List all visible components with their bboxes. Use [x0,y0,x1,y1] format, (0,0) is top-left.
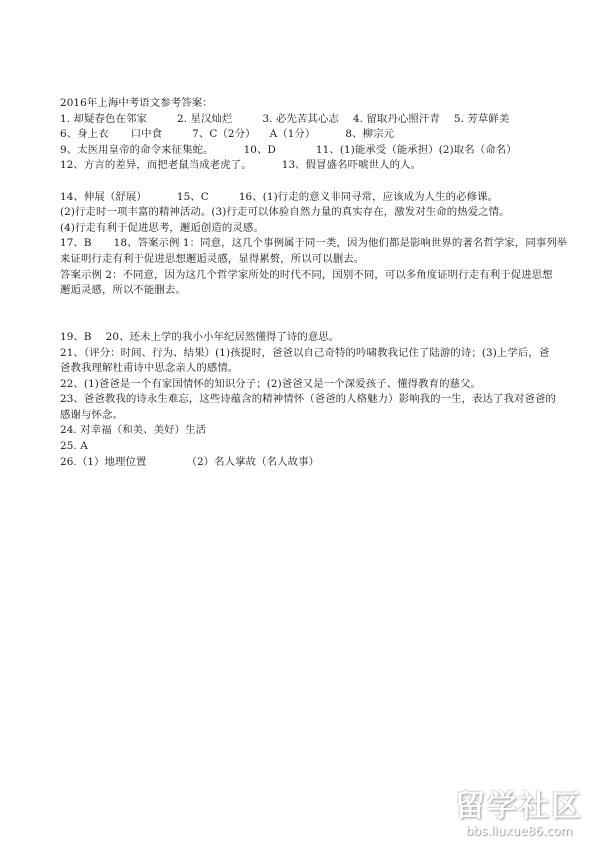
answer-line-14-16: 14、伸展（舒展） 15、C 16、(1)行走的意义非同寻常，应该成为人生的必修课。 [60,190,499,203]
document-title: 2016年上海中考语文参考答案： [60,97,213,109]
answer-line-12-13: 12、方言的差异，而把老鼠当成老虎了。 13、假冒盛名吓唬世人的人。 [60,159,422,172]
answer-line-6-8: 6、身上衣 口中食 7、C（2分） A（1分） 8、柳宗元 [60,128,395,141]
answer-line-21-cont: 爸教我理解杜甫诗中思念亲人的感情。 [60,362,239,375]
answer-line-18-cont-2: 答案示例 2：不同意，因为这几个哲学家所处的时代不同，国别不同，可以多角度证明行走有利于促进思想 [60,268,553,281]
answer-line-17-18: 17、B 18、答案示例 1：同意，这几个事例属于同一类，因为他们都是影响世界的著名哲学家，同事列举 [60,237,568,250]
answer-line-23-cont: 感谢与怀念。 [60,408,123,421]
answer-line-25: 25. A [60,440,88,453]
answer-line-16-cont-2: (4)行走有利于促进思考，邂逅创造的灵感。 [60,221,264,234]
answer-line-18-cont-1: 来证明行走有利于促进思想邂逅灵感，显得累赘，所以可以删去。 [60,252,365,265]
watermark-brand: 留学社区 [455,789,583,824]
answer-line-21: 21、（评分：时间、行为、结果）(1)孩提时，爸爸以自己奇特的吟啸教我记住了陆游的诗；(3)上学后，爸 [60,346,550,359]
answer-line-22: 22、(1)爸爸是一个有家国情怀的知识分子；(2)爸爸又是一个深爱孩子、懂得教育的慈父。 [60,377,482,390]
answer-line-26: 26.（1）地理位置 （2）名人掌故（名人故事） [60,455,320,468]
answer-line-19-20: 19、B 20、还未上学的我小小年纪居然懂得了诗的意思。 [60,330,340,343]
watermark-url: bbs.liuxue86.com [465,824,573,838]
answer-line-9-11: 9、太医用皇帝的命令来征集蛇。 10、D 11、(1)能承受（能承担）(2)取名（命名） [60,143,517,156]
answer-line-24: 24. 对幸福（和美、美好）生活 [60,424,207,437]
answer-line-1-5: 1. 却疑春色在邻家 2. 星汉灿烂 3. 必先苦其心志 4. 留取丹心照汗青 5. 芳草鲜美 [60,112,510,125]
answer-line-18-cont-3: 邂逅灵感，所以不能删去。 [60,284,186,297]
answer-line-23: 23、爸爸教我的诗永生难忘，这些诗蕴含的精神情怀（爸爸的人格魅力）影响我的一生，表达了我对爸爸的 [60,393,556,406]
watermark [444,790,594,838]
answer-line-16-cont-1: (2)行走时一项丰富的精神活动。(3)行走可以体验自然力量的真实存在，激发对生命的热爱之情。 [60,206,510,219]
answer-document [60,96,570,470]
